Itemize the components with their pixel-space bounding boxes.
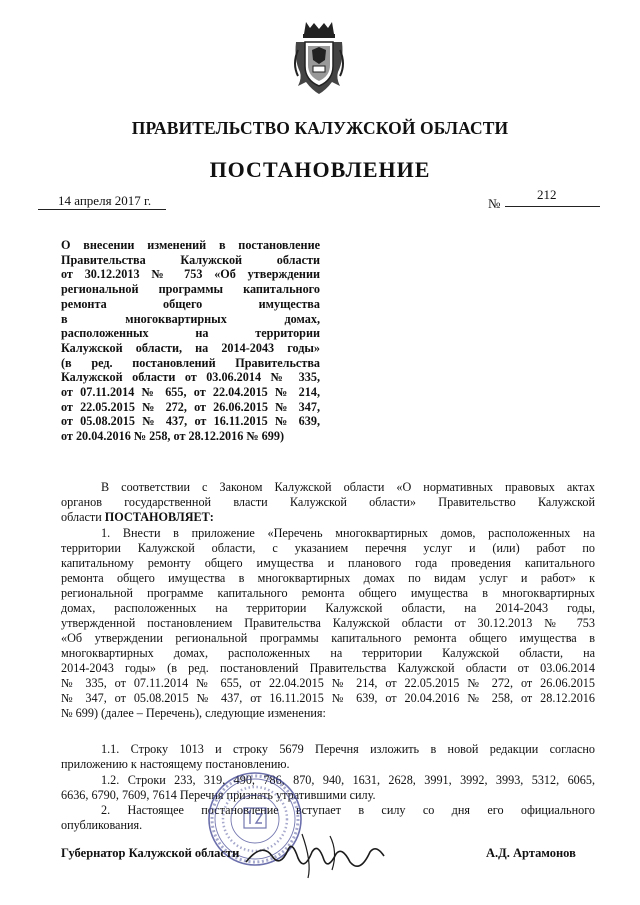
document-type: ПОСТАНОВЛЕНИЕ [209, 157, 431, 182]
coat-of-arms-icon [292, 20, 346, 96]
signatory-position: Губернатор Калужской области [61, 846, 240, 860]
date-underline [38, 209, 166, 210]
subject-line: ремонта общего имущества [61, 296, 320, 311]
subject-line: Калужской области, на 2014-2043 годы» [61, 340, 320, 355]
item-1-2-line: 6636, 6790, 7609, 7614 Перечня признать утратившими силу. [61, 788, 376, 802]
preamble-line: органов государственной власти Калужской области» Правительство Калужской [61, 495, 595, 509]
item-1-paragraph [61, 526, 595, 721]
item-1-line: региональной программе капитального ремонта общего имущества в многоквартирных [61, 586, 595, 600]
document-number: 212 [537, 187, 557, 202]
item-1-line: № 335, от 07.11.2014 № 655, от 22.04.2015 № 214, от 22.05.2015 № 272, от 26.06.2015 [61, 676, 595, 690]
item-1-line: № 699) (далее – Перечень), следующие изменения: [61, 706, 326, 720]
document-date: 14 апреля 2017 г. [58, 193, 152, 208]
item-1-2-line: 1.2. Строки 233, 319, 490, 786, 870, 940, 1631, 2628, 3991, 3992, 3993, 5312, 6065, [101, 773, 595, 787]
item-1-line: домах, расположенных на территории Калужской области, на 2014-2043 годы, [61, 601, 595, 615]
government-title: ПРАВИТЕЛЬСТВО КАЛУЖСКОЙ ОБЛАСТИ [131, 118, 509, 138]
decree-word: ПОСТАНОВЛЯЕТ: [104, 510, 214, 524]
item-1-line: «Об утверждении региональной программы капитального ремонта общего имущества в [61, 631, 595, 645]
preamble-line [61, 510, 595, 525]
item-2-line: опубликования. [61, 818, 143, 832]
signatory-name: А.Д. Артамонов [486, 846, 576, 860]
item-1-line: территории Калужской области, с указанием перечня услуг и (или) работ по [61, 541, 595, 555]
subject-line: от 05.08.2015 № 437, от 16.11.2015 № 639, [61, 414, 320, 429]
preamble-paragraph [61, 480, 595, 525]
subject-line: расположенных на территории [61, 326, 320, 341]
subject-line: Правительства Калужской области [61, 252, 320, 267]
subject-line: Калужской области от 03.06.2014 № 335, [61, 370, 320, 385]
item-1-1-paragraph [61, 742, 595, 772]
subject-line: от 22.05.2015 № 272, от 26.06.2015 № 347, [61, 399, 320, 414]
item-2-line: 2. Настоящее постановление вступает в силу со дня его официального [101, 803, 595, 817]
preamble-line: В соответствии с Законом Калужской области «О нормативных правовых актах [101, 480, 595, 494]
item-1-line: ремонта общего имущества в многоквартирных домах по видам услуг и работ» к [61, 571, 595, 585]
item-1-line: 1. Внести в приложение «Перечень многоквартирных домов, расположенных на [101, 526, 595, 540]
preamble-last-prefix: области [61, 510, 102, 524]
document-subject [61, 238, 320, 444]
item-1-1-line: 1.1. Строку 1013 и строку 5679 Перечня изложить в новой редакции согласно [101, 742, 595, 756]
item-1-line: многоквартирных домах, расположенных на территории Калужской области, на [61, 646, 595, 660]
handwritten-signature-icon [242, 822, 392, 882]
item-1-1-line: приложению к настоящему постановлению. [61, 757, 290, 771]
item-1-line: 2014-2043 годы» (в ред. постановлений Правительства Калужской области от 03.06.2014 [61, 661, 595, 675]
subject-line: региональной программы капитального [61, 282, 320, 297]
item-1-line: капитальному ремонту общего имущества и планового года проведения капитального [61, 556, 595, 570]
subject-line: в многоквартирных домах, [61, 311, 320, 326]
subject-line: О внесении изменений в постановление [61, 238, 320, 252]
item-1-2-paragraph [61, 773, 595, 803]
subject-line: от 07.11.2014 № 655, от 22.04.2015 № 214, [61, 385, 320, 400]
item-1-line: утвержденной постановлением Правительства Калужской области от 30.12.2013 № 753 [61, 616, 595, 630]
number-sign: № [488, 196, 501, 211]
item-1-line: № 347, от 05.08.2015 № 437, от 16.11.2015 № 639, от 20.04.2016 № 258, от 28.12.2016 [61, 691, 595, 705]
subject-line: (в ред. постановлений Правительства [61, 355, 320, 370]
subject-line: от 30.12.2013 № 753 «Об утверждении [61, 267, 320, 282]
number-underline [505, 206, 600, 207]
subject-line: от 20.04.2016 № 258, от 28.12.2016 № 699) [61, 429, 285, 444]
